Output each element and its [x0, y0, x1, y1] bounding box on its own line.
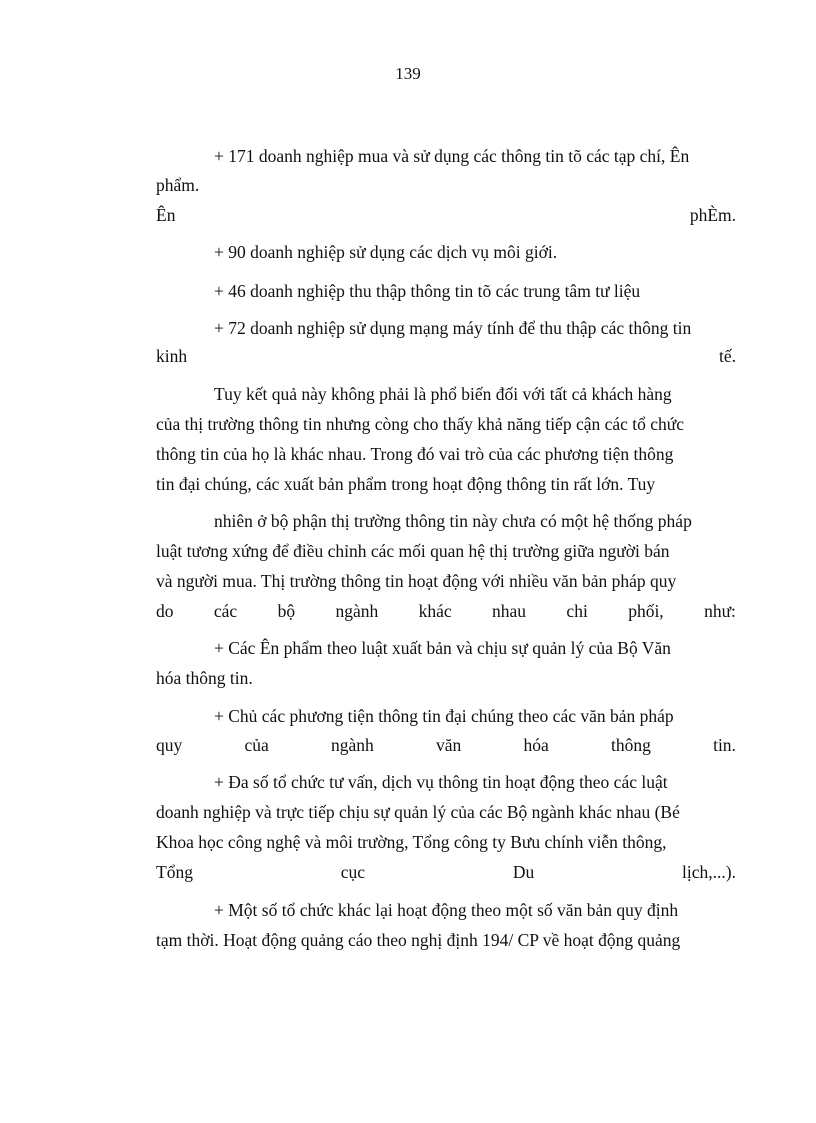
- text-line: doanh nghiệp và trực tiếp chịu sự quản lý của các Bộ ngành khác nhau (Bé: [156, 802, 680, 822]
- text-line: tạm thời. Hoạt động quảng cáo theo nghị định 194/ CP về hoạt động quảng: [156, 930, 681, 950]
- word: tin.: [713, 735, 736, 755]
- word: Du: [512, 862, 535, 882]
- text-line: + Các Ên phẩm theo luật xuất bản và chịu sự quản lý của Bộ Văn: [214, 638, 671, 658]
- text-line: hóa thông tin.: [156, 668, 253, 688]
- text-line: + Một số tổ chức khác lại hoạt động theo một số văn bản quy định: [214, 900, 679, 920]
- page-number: 139: [395, 64, 421, 83]
- text-line: + 90 doanh nghiệp sử dụng các dịch vụ môi giới.: [214, 242, 558, 262]
- justified-line: [156, 348, 736, 366]
- word: phÈm.: [689, 205, 736, 225]
- word: chi: [566, 601, 588, 621]
- justified-line: [156, 737, 736, 755]
- text-line: tin đại chúng, các xuất bản phẩm trong hoạt động thông tin rất lớn. Tuy: [156, 474, 656, 494]
- word: phối,: [628, 601, 664, 621]
- word: ngành: [335, 601, 379, 621]
- word: bộ: [277, 601, 296, 621]
- word: kinh: [156, 346, 188, 366]
- word: như:: [704, 601, 736, 621]
- word: nhau: [492, 601, 527, 621]
- text-line: + 46 doanh nghiệp thu thập thông tin tõ các trung tâm tư liệu: [214, 281, 641, 301]
- word: lịch,...).: [682, 862, 736, 882]
- word: của: [244, 735, 269, 755]
- word: ngành: [330, 735, 374, 755]
- text-line: Khoa học công nghệ và môi trường, Tổng công ty Bưu chính viễn thông,: [156, 832, 667, 852]
- justified-line: [156, 207, 736, 225]
- text-line: của thị trường thông tin nhưng còng cho thấy khả năng tiếp cận các tổ chức: [156, 414, 685, 434]
- justified-line: [156, 864, 736, 882]
- text-line: + 72 doanh nghiệp sử dụng mạng máy tính để thu thập các thông tin: [214, 318, 692, 338]
- text-line: nhiên ở bộ phận thị trường thông tin này chưa có một hệ thống pháp: [214, 511, 692, 531]
- word: do: [156, 601, 174, 621]
- justified-line: [156, 603, 736, 621]
- word: cục: [340, 862, 366, 882]
- text-line: phẩm.: [156, 175, 200, 195]
- word: Tổng: [156, 862, 193, 882]
- text-line: + Chủ các phương tiện thông tin đại chúng theo các văn bản pháp: [214, 706, 674, 726]
- text-line: + Đa số tổ chức tư vấn, dịch vụ thông tin hoạt động theo các luật: [214, 772, 668, 792]
- word: Ên: [156, 205, 176, 225]
- word: quy: [156, 735, 183, 755]
- text-line: luật tương xứng để điều chỉnh các mối quan hệ thị trường giữa người bán: [156, 541, 670, 561]
- word: hóa: [523, 735, 549, 755]
- word: khác: [418, 601, 452, 621]
- text-line: thông tin của họ là khác nhau. Trong đó vai trò của các phương tiện thông: [156, 444, 674, 464]
- word: văn: [435, 735, 462, 755]
- text-line: Tuy kết quả này không phải là phổ biến đối với tất cả khách hàng: [214, 384, 672, 404]
- word: các: [213, 601, 238, 621]
- word: tế.: [718, 346, 736, 366]
- text-line: + 171 doanh nghiệp mua và sử dụng các thông tin tõ các tạp chí, Ên: [214, 146, 690, 166]
- word: thông: [610, 735, 651, 755]
- text-line: và người mua. Thị trường thông tin hoạt động với nhiều văn bản pháp quy: [156, 571, 677, 591]
